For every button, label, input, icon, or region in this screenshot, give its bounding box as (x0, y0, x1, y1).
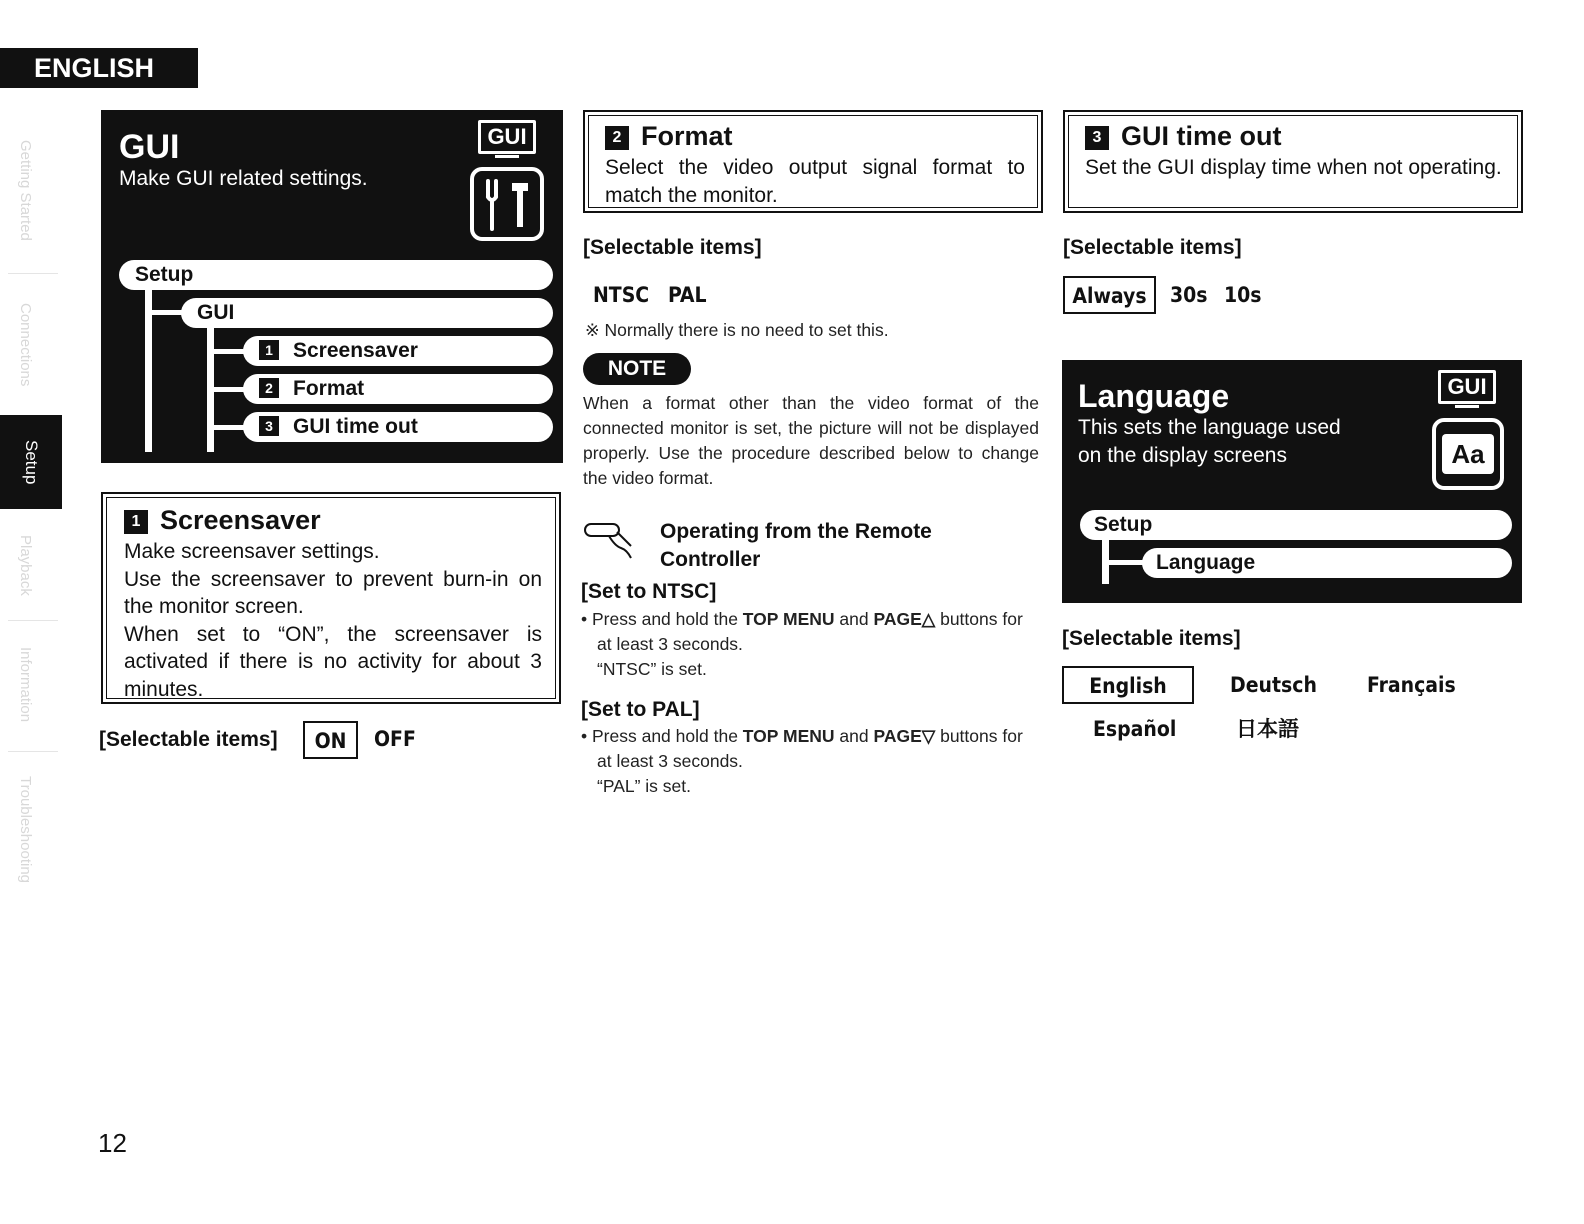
gui-timeout-box (1063, 110, 1523, 213)
remote-heading-line: Controller (660, 548, 761, 571)
option-on[interactable]: ON (303, 721, 358, 759)
note-text: When a format other than the video format of the connected monitor is set, the picture will not be displayed properly. Use the procedure described below to change the video format. (583, 393, 1039, 488)
screensaver-text (124, 538, 542, 703)
gui-timeout-description: Set the GUI display time when not operating. (1085, 156, 1502, 179)
option-off[interactable]: OFF (374, 727, 416, 751)
format-description: Select the video output signal format to match the monitor. (605, 156, 1025, 207)
option-ntsc[interactable]: NTSC (593, 283, 650, 307)
language-selectable-heading: [Selectable items] (1062, 627, 1241, 650)
language-aa-icon (1432, 418, 1504, 490)
screensaver-selectable-heading: [Selectable items] (99, 728, 278, 751)
set-pal-heading: [Set to PAL] (581, 698, 700, 721)
aa-icon-text: Aa (1442, 434, 1494, 474)
side-tab-troubleshooting[interactable]: Troubleshooting (17, 776, 34, 884)
gui-timeout-selectable-heading: [Selectable items] (1063, 236, 1242, 259)
number-badge: 3 (1085, 126, 1109, 150)
set-ntsc-heading: [Set to NTSC] (581, 580, 717, 603)
tree-item-label: Format (293, 377, 365, 400)
gui-panel-description: Make GUI related settings. (119, 167, 368, 190)
tree-item-label: Screensaver (293, 339, 418, 362)
screensaver-title-text: Screensaver (160, 505, 321, 535)
format-selectable-heading: [Selectable items] (583, 236, 762, 259)
option-10s[interactable]: 10s (1224, 283, 1262, 307)
gui-panel (101, 110, 563, 463)
tree-language-pill: Language (1142, 548, 1512, 578)
screensaver-box (101, 492, 561, 704)
side-tab-playback[interactable]: Playback (17, 534, 34, 596)
option-francais[interactable]: Français (1367, 673, 1456, 697)
format-title (605, 121, 733, 152)
tree-item-format (243, 374, 553, 404)
screensaver-line: Use the screensaver to prevent burn-in on the monitor screen. (124, 567, 542, 618)
number-badge: 1 (124, 510, 148, 534)
option-pal[interactable]: PAL (668, 283, 707, 307)
page-number: 12 (98, 1128, 127, 1158)
set-ntsc-text: • Press and hold the TOP MENU and PAGE△ buttons for at least 3 seconds. “NTSC” is set. (581, 609, 1023, 679)
number-badge: 1 (259, 340, 279, 360)
language-tab: ENGLISH (0, 48, 198, 88)
tree-setup-pill: Setup (119, 260, 553, 290)
screensaver-line: When set to “ON”, the screensaver is activated if there is no activity for about 3 minutes. (124, 622, 542, 701)
number-badge: 3 (259, 416, 279, 436)
note-badge: NOTE (583, 353, 691, 385)
side-tab-setup[interactable]: Setup (0, 415, 62, 509)
screensaver-title (124, 505, 321, 536)
gui-timeout-title-text: GUI time out (1121, 121, 1282, 151)
side-tab-information[interactable]: Information (17, 647, 34, 723)
option-espanol[interactable]: Español (1093, 717, 1177, 741)
remote-hand-icon (583, 518, 643, 564)
language-desc-line: This sets the language used (1078, 416, 1341, 439)
set-pal-text: • Press and hold the TOP MENU and PAGE▽ buttons for at least 3 seconds. “PAL” is set. (581, 726, 1023, 796)
option-deutsch[interactable]: Deutsch (1230, 673, 1317, 697)
option-english[interactable]: English (1062, 666, 1194, 704)
tree-setup-pill: Setup (1080, 510, 1512, 540)
tools-icon (470, 167, 544, 241)
side-tab-getting-started[interactable]: Getting Started (17, 139, 34, 241)
remote-heading (660, 518, 932, 574)
option-30s[interactable]: 30s (1170, 283, 1208, 307)
side-tab-connections[interactable]: Connections (17, 303, 34, 387)
option-japanese[interactable]: 日本語 (1236, 717, 1299, 741)
gui-badge: GUI (478, 120, 536, 154)
language-panel (1062, 360, 1522, 603)
gui-panel-title: GUI (119, 128, 180, 166)
language-desc-line: on the display screens (1078, 444, 1287, 467)
number-badge: 2 (259, 378, 279, 398)
format-box (583, 110, 1043, 213)
tree-item-screensaver (243, 336, 553, 366)
gui-timeout-title (1085, 121, 1282, 152)
screensaver-line: Make screensaver settings. (124, 540, 380, 563)
tree-gui-pill: GUI (181, 298, 553, 328)
format-title-text: Format (641, 121, 733, 151)
language-panel-title: Language (1078, 378, 1230, 414)
tree-item-label: GUI time out (293, 415, 418, 438)
gui-badge: GUI (1438, 370, 1496, 404)
tree-item-gui-time-out (243, 412, 553, 442)
remote-heading-line: Operating from the Remote (660, 520, 932, 543)
number-badge: 2 (605, 126, 629, 150)
option-always[interactable]: Always (1063, 276, 1156, 314)
language-panel-description (1078, 414, 1341, 470)
format-footnote: ※ Normally there is no need to set this. (585, 320, 889, 340)
